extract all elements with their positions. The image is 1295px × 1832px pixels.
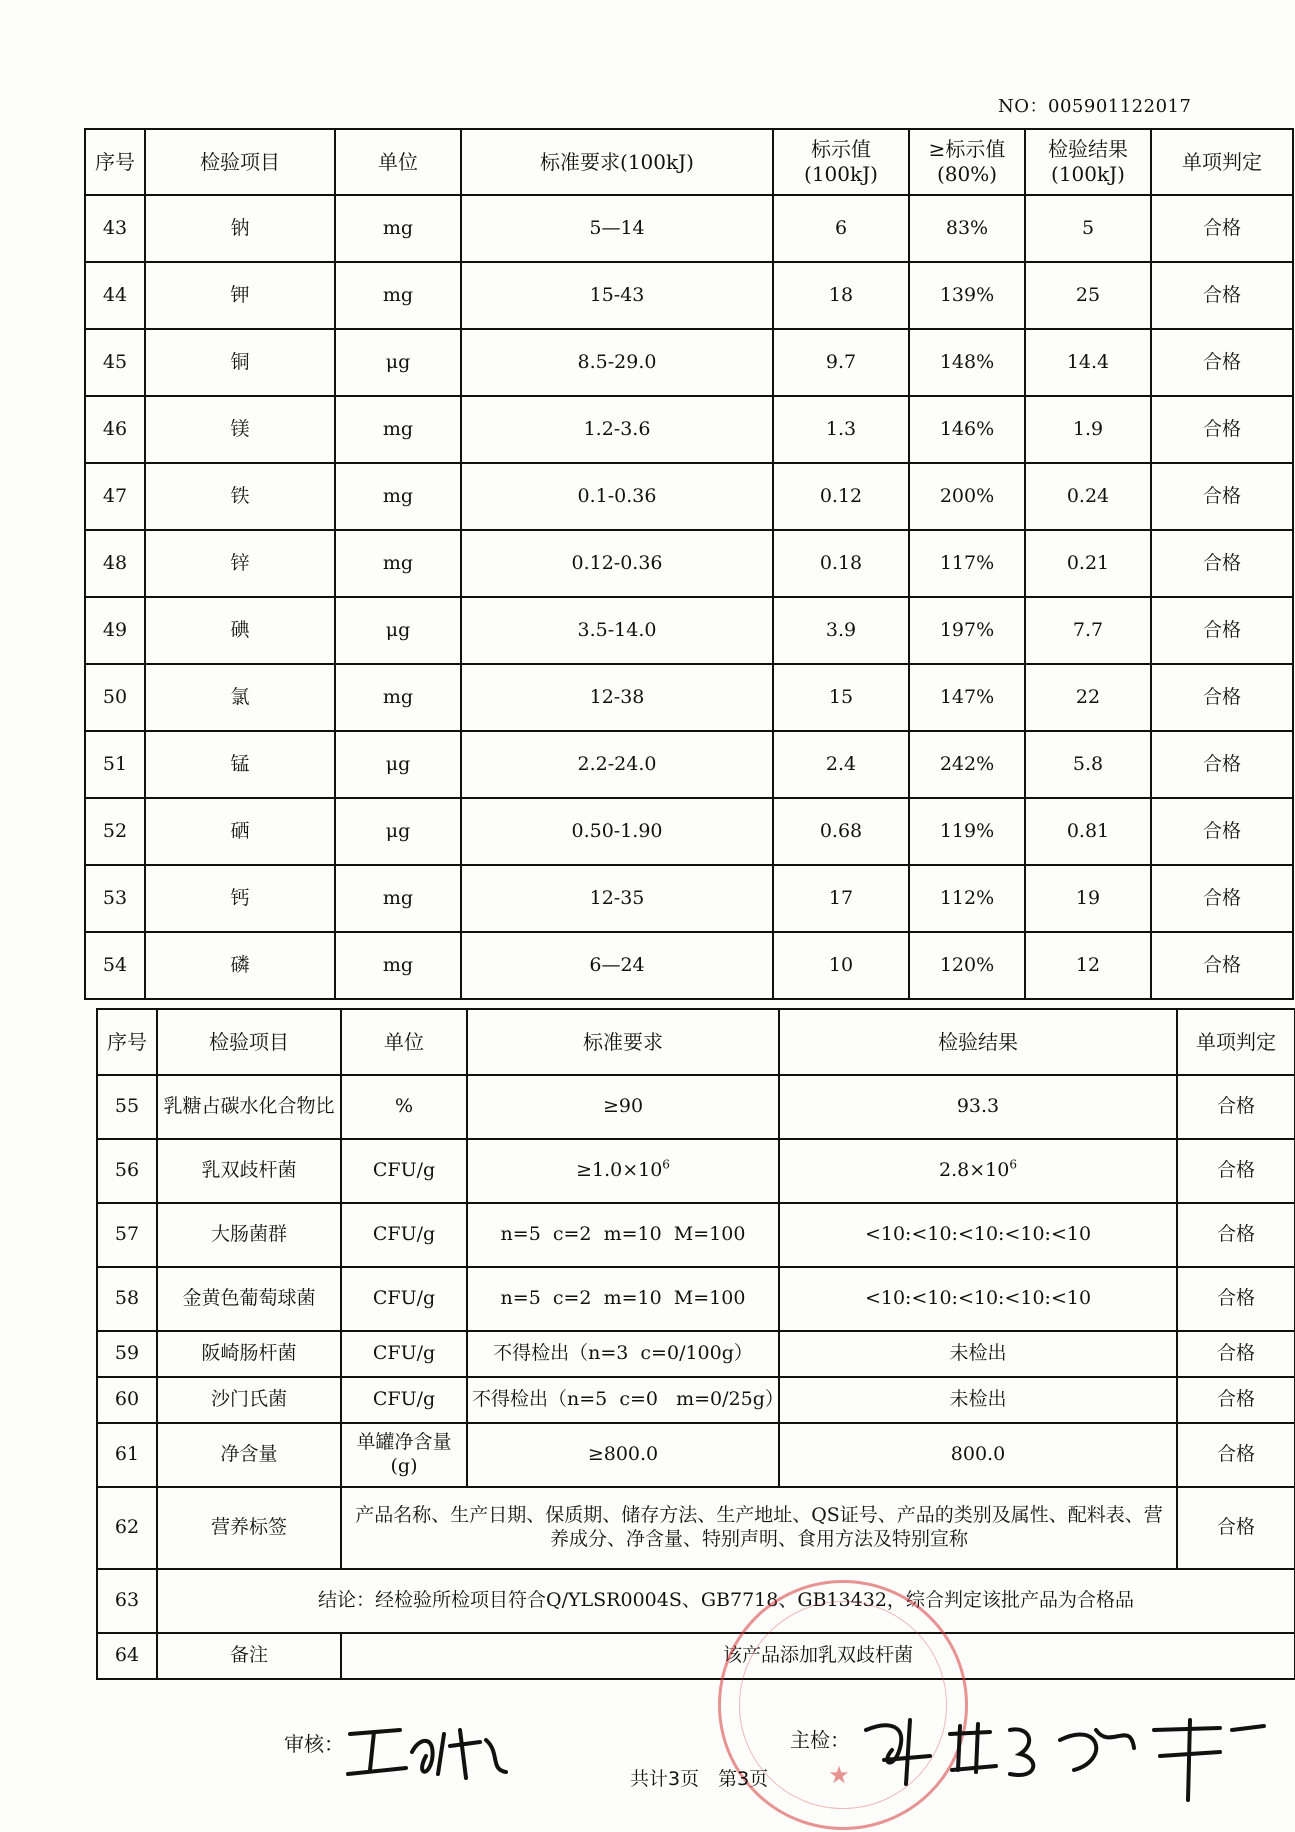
cell-item: 钙 (145, 865, 335, 932)
cell-ge-label: 139% (909, 262, 1025, 329)
cell-unit: CFU/g (341, 1377, 467, 1423)
cell-ge-label: 242% (909, 731, 1025, 798)
header-standard: 标准要求(100kJ) (461, 129, 773, 195)
cell-seq: 52 (85, 798, 145, 865)
cell-item: 硒 (145, 798, 335, 865)
table-row (97, 1487, 1295, 1569)
table-header-row (97, 1009, 1295, 1075)
table-row (85, 195, 1293, 262)
standard-exponent: 6 (662, 1157, 670, 1172)
cell-judge: 合格 (1177, 1377, 1295, 1423)
cell-standard: 0.12-0.36 (461, 530, 773, 597)
cell-ge-label: 83% (909, 195, 1025, 262)
header-unit: 单位 (335, 129, 461, 195)
cell-judge: 合格 (1151, 463, 1293, 530)
conclusion-text: 结论：经检验所检项目符合Q/YLSR0004S、GB7718、GB13432，综合判定该批产品为合格品 (157, 1569, 1295, 1633)
cell-unit: mg (335, 530, 461, 597)
cell-unit: 单罐净含量(g) (341, 1423, 467, 1487)
cell-result: 0.21 (1025, 530, 1151, 597)
cell-unit: CFU/g (341, 1139, 467, 1203)
cell-judge: 合格 (1151, 262, 1293, 329)
header-standard: 标准要求 (467, 1009, 779, 1075)
cell-item: 锌 (145, 530, 335, 597)
result-exponent: 6 (1009, 1157, 1017, 1172)
cell-unit: μg (335, 798, 461, 865)
cell-seq: 60 (97, 1377, 157, 1423)
header-judge: 单项判定 (1151, 129, 1293, 195)
cell-standard: 5—14 (461, 195, 773, 262)
cell-seq: 46 (85, 396, 145, 463)
microbe-test-table (96, 1008, 1295, 1680)
cell-unit: mg (335, 932, 461, 999)
table-row (97, 1139, 1295, 1203)
cell-item: 钾 (145, 262, 335, 329)
cell-unit: μg (335, 731, 461, 798)
result-base: 2.8×10 (939, 1159, 1010, 1182)
cell-standard: 6—24 (461, 932, 773, 999)
cell-judge: 合格 (1177, 1487, 1295, 1569)
cell-judge: 合格 (1151, 396, 1293, 463)
cell-judge: 合格 (1177, 1203, 1295, 1267)
cell-result: 7.7 (1025, 597, 1151, 664)
cell-item: 钠 (145, 195, 335, 262)
cell-standard: 12-35 (461, 865, 773, 932)
cell-item: 沙门氏菌 (157, 1377, 341, 1423)
cell-judge: 合格 (1151, 664, 1293, 731)
cell-seq: 49 (85, 597, 145, 664)
cell-seq: 53 (85, 865, 145, 932)
cell-judge: 合格 (1151, 329, 1293, 396)
header-result: 检验结果 (779, 1009, 1177, 1075)
cell-item: 乳双歧杆菌 (157, 1139, 341, 1203)
reviewer-label: 审核： (284, 1732, 344, 1756)
cell-label-value: 18 (773, 262, 909, 329)
cell-seq: 61 (97, 1423, 157, 1487)
cell-ge-label: 147% (909, 664, 1025, 731)
cell-unit: CFU/g (341, 1267, 467, 1331)
cell-standard: n=5 c=2 m=10 M=100 (467, 1203, 779, 1267)
cell-result: 800.0 (779, 1423, 1177, 1487)
cell-standard: 12-38 (461, 664, 773, 731)
cell-label-value: 1.3 (773, 396, 909, 463)
cell-result: 未检出 (779, 1377, 1177, 1423)
cell-result (779, 1139, 1177, 1203)
cell-unit: mg (335, 396, 461, 463)
cell-unit: mg (335, 195, 461, 262)
cell-standard: 0.1-0.36 (461, 463, 773, 530)
cell-seq: 50 (85, 664, 145, 731)
cell-judge: 合格 (1177, 1267, 1295, 1331)
table-row (85, 932, 1293, 999)
cell-seq: 57 (97, 1203, 157, 1267)
cell-seq: 63 (97, 1569, 157, 1633)
cell-ge-label: 148% (909, 329, 1025, 396)
table-row (85, 329, 1293, 396)
nutrient-test-table (84, 128, 1294, 1000)
cell-unit: mg (335, 262, 461, 329)
page-count: 共计3页 第3页 (630, 1768, 769, 1790)
cell-item: 磷 (145, 932, 335, 999)
table-row (97, 1203, 1295, 1267)
cell-item: 乳糖占碳水化合物比 (157, 1075, 341, 1139)
table-row (85, 530, 1293, 597)
header-judge: 单项判定 (1177, 1009, 1295, 1075)
cell-ge-label: 146% (909, 396, 1025, 463)
cell-result: 0.81 (1025, 798, 1151, 865)
table-row (85, 664, 1293, 731)
cell-seq: 62 (97, 1487, 157, 1569)
cell-result: <10:<10:<10:<10:<10 (779, 1203, 1177, 1267)
table-row (85, 865, 1293, 932)
cell-judge: 合格 (1151, 865, 1293, 932)
table-row (85, 731, 1293, 798)
cell-result: 93.3 (779, 1075, 1177, 1139)
cell-unit: mg (335, 463, 461, 530)
cell-seq: 45 (85, 329, 145, 396)
table-header-row (85, 129, 1293, 195)
header-seq: 序号 (97, 1009, 157, 1075)
cell-unit: CFU/g (341, 1203, 467, 1267)
cell-result: <10:<10:<10:<10:<10 (779, 1267, 1177, 1331)
cell-judge: 合格 (1177, 1139, 1295, 1203)
cell-label-value: 17 (773, 865, 909, 932)
cell-label-contents: 产品名称、生产日期、保质期、储存方法、生产地址、QS证号、产品的类别及属性、配料表、营养成分、净含量、特别声明、食用方法及特别宣称 (341, 1487, 1177, 1569)
cell-item: 铁 (145, 463, 335, 530)
table-row (85, 262, 1293, 329)
table-row (97, 1331, 1295, 1377)
cell-standard: 不得检出（n=5 c=0 m=0/25g） (467, 1377, 779, 1423)
table-row (97, 1075, 1295, 1139)
cell-label-value: 0.18 (773, 530, 909, 597)
report-number: NO：005901122017 (998, 96, 1192, 117)
cell-item: 镁 (145, 396, 335, 463)
cell-result: 1.9 (1025, 396, 1151, 463)
cell-judge: 合格 (1151, 530, 1293, 597)
cell-seq: 48 (85, 530, 145, 597)
cell-standard: 1.2-3.6 (461, 396, 773, 463)
table-row (97, 1423, 1295, 1487)
cell-standard: n=5 c=2 m=10 M=100 (467, 1267, 779, 1331)
cell-label-value: 0.12 (773, 463, 909, 530)
header-ge-label: ≥标示值 (80%) (909, 129, 1025, 195)
cell-judge: 合格 (1151, 798, 1293, 865)
cell-seq: 58 (97, 1267, 157, 1331)
header-seq: 序号 (85, 129, 145, 195)
remark-row (97, 1633, 1295, 1679)
cell-seq: 64 (97, 1633, 157, 1679)
cell-judge: 合格 (1151, 932, 1293, 999)
standard-base: ≥1.0×10 (576, 1159, 663, 1182)
cell-standard: 0.50-1.90 (461, 798, 773, 865)
cell-seq: 47 (85, 463, 145, 530)
cell-standard (467, 1139, 779, 1203)
remark-text: 该产品添加乳双歧杆菌 (341, 1633, 1295, 1679)
cell-unit: mg (335, 664, 461, 731)
table-row (85, 396, 1293, 463)
cell-ge-label: 112% (909, 865, 1025, 932)
cell-item: 金黄色葡萄球菌 (157, 1267, 341, 1331)
cell-item: 锰 (145, 731, 335, 798)
cell-result: 0.24 (1025, 463, 1151, 530)
header-label-value: 标示值 (100kJ) (773, 129, 909, 195)
cell-unit: μg (335, 329, 461, 396)
cell-ge-label: 200% (909, 463, 1025, 530)
cell-result: 19 (1025, 865, 1151, 932)
cell-label-value: 2.4 (773, 731, 909, 798)
cell-standard: 3.5-14.0 (461, 597, 773, 664)
cell-standard: ≥90 (467, 1075, 779, 1139)
table-row (85, 798, 1293, 865)
cell-item: 碘 (145, 597, 335, 664)
cell-label-value: 0.68 (773, 798, 909, 865)
cell-result: 未检出 (779, 1331, 1177, 1377)
cell-unit: mg (335, 865, 461, 932)
cell-seq: 59 (97, 1331, 157, 1377)
header-item: 检验项目 (157, 1009, 341, 1075)
cell-seq: 51 (85, 731, 145, 798)
cell-result: 5 (1025, 195, 1151, 262)
cell-item: 铜 (145, 329, 335, 396)
cell-ge-label: 117% (909, 530, 1025, 597)
inspector-label: 主检： (790, 1728, 850, 1752)
conclusion-row (97, 1569, 1295, 1633)
cell-item: 大肠菌群 (157, 1203, 341, 1267)
table-row (85, 463, 1293, 530)
cell-ge-label: 119% (909, 798, 1025, 865)
cell-label-value: 15 (773, 664, 909, 731)
cell-result: 14.4 (1025, 329, 1151, 396)
cell-standard: 15-43 (461, 262, 773, 329)
header-item: 检验项目 (145, 129, 335, 195)
cell-seq: 44 (85, 262, 145, 329)
table-row (85, 597, 1293, 664)
cell-judge: 合格 (1151, 597, 1293, 664)
cell-label-value: 3.9 (773, 597, 909, 664)
cell-label-value: 6 (773, 195, 909, 262)
table-row (97, 1377, 1295, 1423)
cell-seq: 56 (97, 1139, 157, 1203)
remark-label: 备注 (157, 1633, 341, 1679)
cell-judge: 合格 (1177, 1075, 1295, 1139)
cell-item: 净含量 (157, 1423, 341, 1487)
cell-seq: 43 (85, 195, 145, 262)
cell-label-value: 10 (773, 932, 909, 999)
table-row (97, 1267, 1295, 1331)
cell-item: 营养标签 (157, 1487, 341, 1569)
cell-unit: μg (335, 597, 461, 664)
cell-standard: ≥800.0 (467, 1423, 779, 1487)
cell-result: 5.8 (1025, 731, 1151, 798)
cell-result: 25 (1025, 262, 1151, 329)
reviewer-signature (340, 1712, 520, 1792)
cell-judge: 合格 (1151, 195, 1293, 262)
inspector-signature (860, 1700, 1280, 1810)
cell-judge: 合格 (1177, 1423, 1295, 1487)
cell-result: 22 (1025, 664, 1151, 731)
cell-judge: 合格 (1177, 1331, 1295, 1377)
cell-judge: 合格 (1151, 731, 1293, 798)
cell-item: 氯 (145, 664, 335, 731)
cell-unit: % (341, 1075, 467, 1139)
cell-unit: CFU/g (341, 1331, 467, 1377)
cell-label-value: 9.7 (773, 329, 909, 396)
cell-ge-label: 120% (909, 932, 1025, 999)
header-result: 检验结果 (100kJ) (1025, 129, 1151, 195)
cell-seq: 55 (97, 1075, 157, 1139)
seal-star-icon: ★ (828, 1761, 858, 1789)
cell-standard: 2.2-24.0 (461, 731, 773, 798)
cell-standard: 不得检出（n=3 c=0/100g） (467, 1331, 779, 1377)
cell-ge-label: 197% (909, 597, 1025, 664)
cell-seq: 54 (85, 932, 145, 999)
cell-standard: 8.5-29.0 (461, 329, 773, 396)
cell-item: 阪崎肠杆菌 (157, 1331, 341, 1377)
header-unit: 单位 (341, 1009, 467, 1075)
cell-result: 12 (1025, 932, 1151, 999)
